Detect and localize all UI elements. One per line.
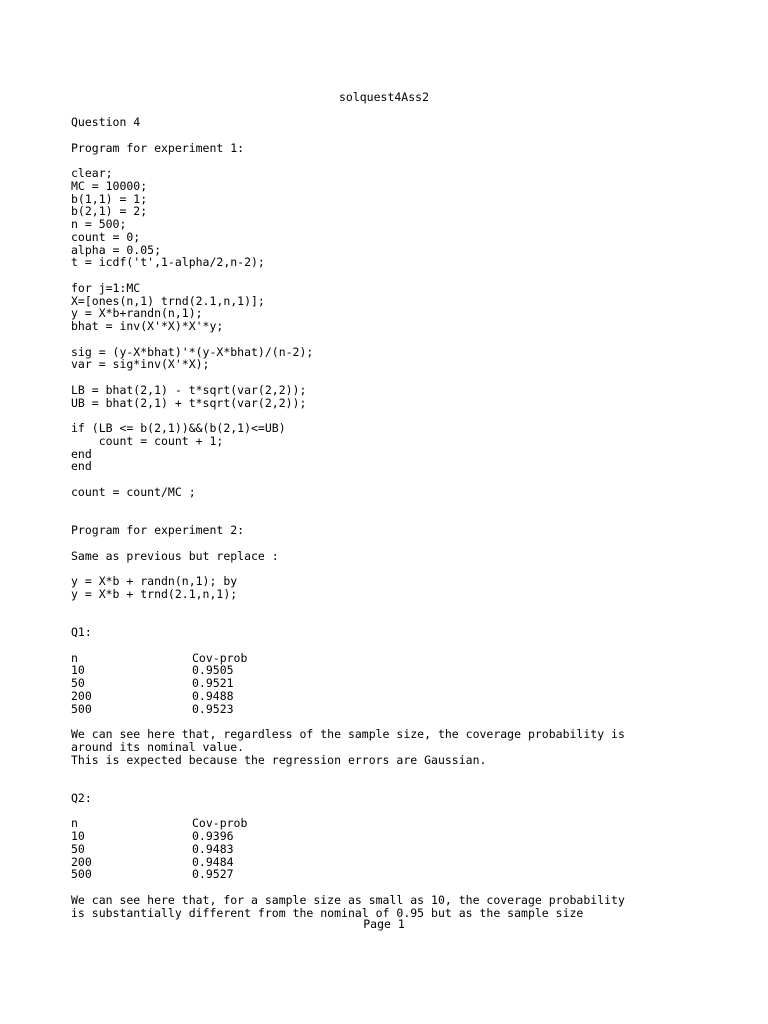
blank-line (71, 269, 721, 282)
blank-line (71, 154, 721, 167)
table-row (71, 843, 721, 856)
blank-line (71, 881, 721, 894)
cell-n: 10 (71, 663, 85, 678)
paragraph-line: We can see here that, for a sample size as small as 10, the coverage probability (71, 892, 625, 907)
cell-cov-prob: 0.9527 (192, 867, 234, 882)
cell-n: 50 (71, 676, 85, 690)
cell-n: 200 (71, 854, 92, 869)
blank-line (71, 601, 721, 614)
cell-n: 10 (71, 829, 85, 843)
table-row (71, 677, 721, 690)
column-header-cov-prob: Cov-prob (192, 650, 248, 665)
q2-heading: Q2: (71, 790, 92, 805)
cell-n: 500 (71, 867, 92, 882)
code-line: b(1,1) = 1; (71, 191, 148, 206)
blank-line (71, 333, 721, 346)
cell-n: 50 (71, 841, 85, 856)
code-line: MC = 10000; (71, 178, 148, 193)
experiment1-code-block6 (71, 486, 721, 499)
table-row (71, 868, 721, 881)
code-line: b(2,1) = 2; (71, 204, 148, 219)
blank-line (71, 639, 721, 652)
table-row (71, 856, 721, 869)
experiment2-code (71, 575, 721, 601)
experiment1-code-block4 (71, 384, 721, 410)
experiment1-code-block5 (71, 422, 721, 473)
cell-n: 500 (71, 701, 92, 716)
code-line: var = sig*inv(X'*X); (71, 357, 210, 372)
experiment1-code-block3 (71, 346, 721, 372)
cell-cov-prob: 0.9521 (192, 676, 234, 690)
column-header-cov-prob: Cov-prob (192, 816, 248, 831)
paragraph-line: We can see here that, regardless of the sample size, the coverage probability is (71, 727, 625, 741)
code-line: y = X*b + trnd(2.1,n,1); (71, 586, 238, 601)
code-line: y = X*b + randn(n,1); by (71, 574, 238, 588)
cell-cov-prob: 0.9505 (192, 663, 234, 678)
q1-heading: Q1: (71, 625, 92, 639)
column-header-n: n (71, 650, 78, 665)
table-header (71, 652, 721, 665)
code-line: n = 500; (71, 217, 127, 231)
code-line: for j=1:MC (71, 280, 141, 295)
document-body (71, 116, 721, 919)
blank-line (71, 371, 721, 384)
code-line: t = icdf('t',1-alpha/2,n-2); (71, 255, 265, 270)
blank-line (71, 805, 721, 818)
experiment2-heading: Program for experiment 2: (71, 523, 245, 537)
cell-cov-prob: 0.9488 (192, 688, 234, 703)
cell-cov-prob: 0.9396 (192, 829, 234, 843)
table-row (71, 830, 721, 843)
experiment1-code-block1 (71, 167, 721, 269)
q1-table (71, 652, 721, 716)
paragraph-line: around its nominal value. (71, 739, 245, 754)
paragraph-line: This is expected because the regression errors are Gaussian. (71, 752, 487, 767)
q2-text (71, 894, 721, 920)
column-header-n: n (71, 816, 78, 831)
code-line: clear; (71, 166, 113, 180)
table-row (71, 703, 721, 716)
table-header (71, 817, 721, 830)
code-line: bhat = inv(X'*X)*X'*y; (71, 319, 224, 333)
blank-line (71, 499, 721, 512)
blank-line (71, 537, 721, 550)
experiment1-heading: Program for experiment 1: (71, 140, 245, 155)
code-line: LB = bhat(2,1) - t*sqrt(var(2,2)); (71, 382, 307, 397)
cell-n: 200 (71, 688, 92, 703)
table-row (71, 690, 721, 703)
cell-cov-prob: 0.9483 (192, 841, 234, 856)
code-line: count = count + 1; (71, 433, 224, 448)
q2-table (71, 817, 721, 881)
experiment2-intro: Same as previous but replace : (71, 548, 279, 563)
blank-line (71, 766, 721, 779)
blank-line (71, 779, 721, 792)
code-line: count = count/MC ; (71, 484, 196, 499)
table-row (71, 664, 721, 677)
code-line: y = X*b+randn(n,1); (71, 306, 203, 321)
code-line: count = 0; (71, 229, 141, 244)
blank-line (71, 129, 721, 142)
code-line: X=[ones(n,1) trnd(2.1,n,1)]; (71, 293, 265, 308)
paragraph-line: is substantially different from the nominal of 0.95 but as the sample size (71, 905, 584, 920)
document-title: solquest4Ass2 (338, 90, 429, 104)
page-number: Page 1 (363, 917, 405, 931)
code-line: end (71, 459, 92, 474)
question-heading: Question 4 (71, 115, 141, 129)
blank-line (71, 613, 721, 626)
experiment1-code-block2 (71, 282, 721, 333)
code-line: if (LB <= b(2,1))&&(b(2,1)<=UB) (71, 421, 286, 435)
code-line: alpha = 0.05; (71, 242, 162, 257)
code-line: UB = bhat(2,1) + t*sqrt(var(2,2)); (71, 395, 307, 410)
q1-text (71, 728, 721, 766)
code-line: end (71, 446, 92, 461)
blank-line (71, 473, 721, 486)
cell-cov-prob: 0.9523 (192, 701, 234, 716)
cell-cov-prob: 0.9484 (192, 854, 234, 869)
code-line: sig = (y-X*bhat)'*(y-X*bhat)/(n-2); (71, 344, 314, 359)
